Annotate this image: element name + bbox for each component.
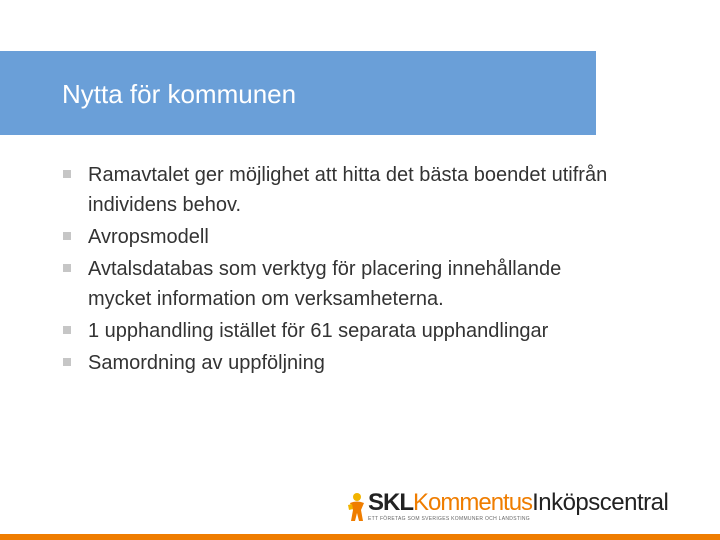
square-bullet-icon xyxy=(63,170,71,178)
square-bullet-icon xyxy=(63,326,71,334)
logo-skl-text: SKL xyxy=(368,489,413,516)
bullet-item xyxy=(62,254,622,314)
square-bullet-icon xyxy=(63,264,71,272)
bottom-accent-stripe xyxy=(0,534,720,540)
bullet-text: Samordning av uppföljning xyxy=(88,352,325,374)
bullet-text: Avtalsdatabas som verktyg för placering innehållande mycket information om verksamheterna. xyxy=(88,258,562,310)
logo-inkopscentral-text: Inköpscentral xyxy=(532,489,669,516)
square-bullet-icon xyxy=(63,232,71,240)
bullet-text: 1 upphandling istället för 61 separata upphandlingar xyxy=(88,320,549,342)
square-bullet-icon xyxy=(63,358,71,366)
logo-tagline: ETT FÖRETAG SOM SVERIGES KOMMUNER OCH LANDSTING xyxy=(368,516,530,522)
bullet-item xyxy=(62,348,622,378)
bullet-list xyxy=(62,160,622,380)
bullet-text: Ramavtalet ger möjlighet att hitta det bästa boendet utifrån individens behov. xyxy=(88,164,608,216)
bullet-item xyxy=(62,316,622,346)
logo-kommentus-text: Kommentus xyxy=(413,489,533,516)
bullet-text: Avropsmodell xyxy=(88,226,209,248)
bullet-item xyxy=(62,222,622,252)
slide-title: Nytta för kommunen xyxy=(62,79,297,109)
skl-kommentus-logo xyxy=(348,489,669,524)
bullet-item xyxy=(62,160,622,220)
skl-figure-icon xyxy=(348,492,366,522)
